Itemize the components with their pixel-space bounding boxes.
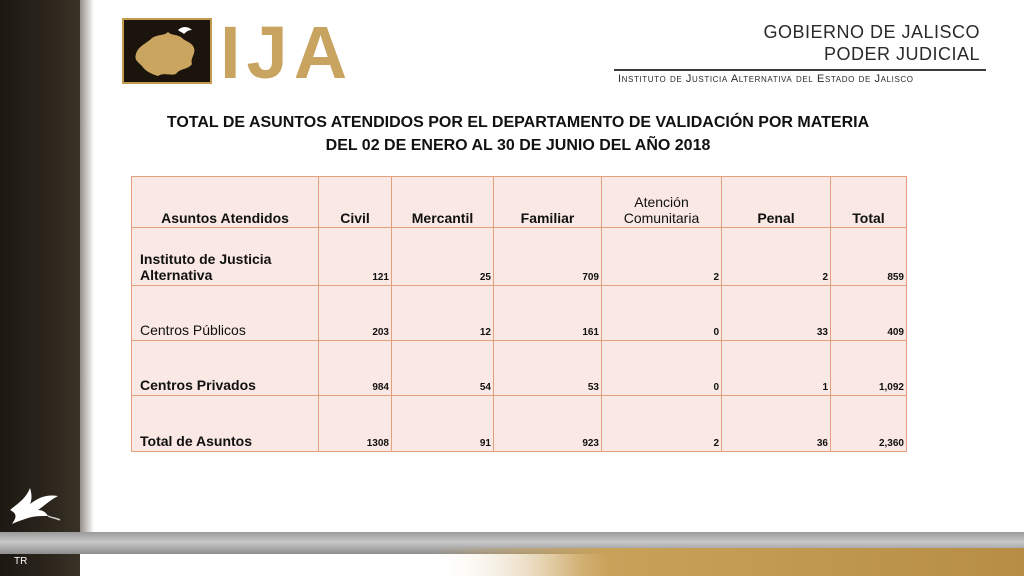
cell-mercantil: 12 xyxy=(392,286,494,341)
table-header-row xyxy=(132,177,907,228)
cell-civil: 121 xyxy=(319,228,392,286)
table-row xyxy=(132,286,907,341)
cell-civil: 203 xyxy=(319,286,392,341)
logo-emblem xyxy=(122,18,212,84)
bottom-white-strip xyxy=(80,554,580,576)
cell-mercantil: 25 xyxy=(392,228,494,286)
institute-name: Instituto de Justicia Alternativa del Estado de Jalisco xyxy=(618,73,914,85)
table-row xyxy=(132,396,907,452)
table-row xyxy=(132,341,907,396)
cell-atencion: 2 xyxy=(602,228,722,286)
cell-total: 409 xyxy=(831,286,907,341)
cell-mercantil: 54 xyxy=(392,341,494,396)
cell-familiar: 161 xyxy=(494,286,602,341)
cell-total: 1,092 xyxy=(831,341,907,396)
government-line1: GOBIERNO DE JALISCO xyxy=(763,22,980,42)
logo-text: IJA xyxy=(220,11,354,94)
cell-total: 2,360 xyxy=(831,396,907,452)
cell-civil: 1308 xyxy=(319,396,392,452)
page-title-line2: DEL 02 DE ENERO AL 30 DE JUNIO DEL AÑO 2018 xyxy=(325,137,711,154)
header-familiar: Familiar xyxy=(494,177,602,228)
cell-familiar: 709 xyxy=(494,228,602,286)
dove-icon xyxy=(8,480,62,526)
row-label: Centros Privados xyxy=(132,341,319,396)
cell-civil: 984 xyxy=(319,341,392,396)
left-panel-shadow xyxy=(80,0,94,576)
cell-familiar: 53 xyxy=(494,341,602,396)
page-title-line1: TOTAL DE ASUNTOS ATENDIDOS POR EL DEPARTAMENTO DE VALIDACIÓN POR MATERIA xyxy=(166,114,870,131)
cell-penal: 33 xyxy=(722,286,831,341)
cell-mercantil: 91 xyxy=(392,396,494,452)
row-label: Centros Públicos xyxy=(132,286,319,341)
government-line2: PODER JUDICIAL xyxy=(823,44,980,64)
table-row xyxy=(132,228,907,286)
header-divider xyxy=(614,69,986,71)
cell-total: 859 xyxy=(831,228,907,286)
row-label: Total de Asuntos xyxy=(132,396,319,452)
header-mercantil: Mercantil xyxy=(392,177,494,228)
row-label: Instituto de Justicia Alternativa xyxy=(132,228,319,286)
header-civil: Civil xyxy=(319,177,392,228)
header-asuntos: Asuntos Atendidos xyxy=(132,177,319,228)
footer-label: TR xyxy=(14,556,28,567)
jalisco-map-icon xyxy=(130,24,204,80)
cell-penal: 1 xyxy=(722,341,831,396)
cell-penal: 36 xyxy=(722,396,831,452)
cell-penal: 2 xyxy=(722,228,831,286)
header-total: Total xyxy=(831,177,907,228)
cell-atencion: 0 xyxy=(602,286,722,341)
header-penal: Penal xyxy=(722,177,831,228)
cell-atencion: 0 xyxy=(602,341,722,396)
cell-familiar: 923 xyxy=(494,396,602,452)
header-atencion-comunitaria: Atención Comunitaria xyxy=(602,177,722,228)
cell-atencion: 2 xyxy=(602,396,722,452)
cases-table xyxy=(131,176,907,452)
